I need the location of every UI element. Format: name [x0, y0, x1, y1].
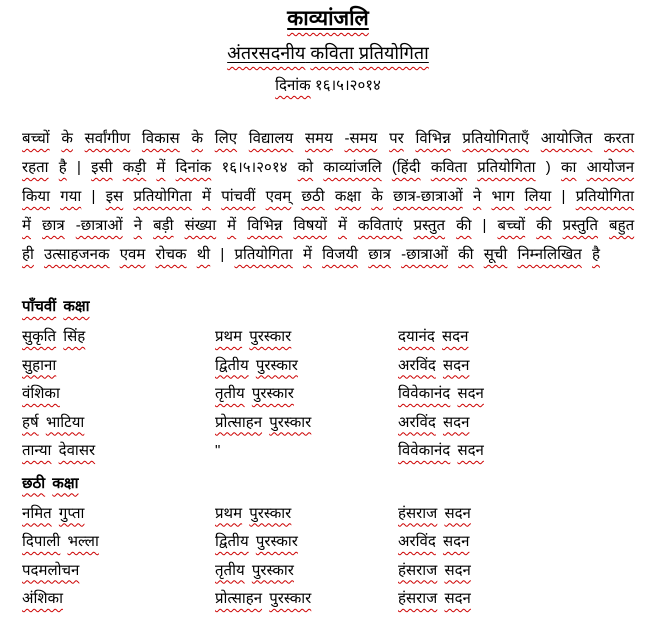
winner-name: वंशिका — [22, 385, 60, 402]
intro-paragraph: बच्चों के सर्वांगीण विकास के लिए विद्यालय समय -समय पर विभिन्न प्रतियोगिताएँ आयोजित करता रहता है | इसी कड़ी में दिनांक १६।५।२०१४ को काव्यांजलि (हिंदी कविता प्रतियोगिता ) का आयोजन किया गया | इस प्रतियोगिता में पांचवीं एवम् छठी कक्षा के छात्र-छात्राओं ने भाग लिया | प्रतियोगिता में छात्र -छात्राओं ने बड़ी संख्या में विभिन्न विषयों में कविताएं प्रस्तुत की | बच्चों की प्रस्तुति बहुत ही उत्साहजनक एवम रोचक थी | प्रतियोगिता में विजयी छात्र -छात्राओं की सूची निम्नलिखित है — [22, 130, 635, 263]
winner-name: हर्ष भाटिया — [22, 413, 85, 431]
winner-row — [22, 500, 634, 529]
house-label: हंसराज सदन — [398, 504, 471, 522]
winner-name: सुकृति सिंह — [22, 328, 86, 345]
winner-row — [22, 557, 634, 586]
winner-name: नमित गुप्ता — [22, 504, 85, 522]
section-class-6 — [22, 470, 634, 614]
document-header — [22, 6, 634, 98]
section-class-5 — [22, 293, 634, 466]
section-heading-class-6: छठी कक्षा — [22, 474, 79, 492]
section-heading-class-5: पाँचवीं कक्षा — [22, 298, 90, 315]
house-label: हंसराज सदन — [398, 590, 471, 607]
winner-row — [22, 437, 634, 466]
prize-label: तृतीय पुरस्कार — [215, 561, 294, 579]
prize-label: प्रथम पुरस्कार — [215, 328, 292, 345]
house-label: विवेकानंद सदन — [398, 385, 484, 402]
document-title: काव्यांजलि — [287, 7, 369, 30]
document-date: दिनांक १६।५।२०१४ — [275, 77, 381, 94]
prize-label: प्रोत्साहन पुरस्कार — [215, 413, 312, 431]
winner-row — [22, 528, 634, 557]
winner-row — [22, 585, 634, 614]
winner-name: सुहाना — [22, 356, 57, 374]
house-label: विवेकानंद सदन — [398, 442, 484, 459]
winner-name: पदमलोचन — [22, 561, 80, 579]
winner-row — [22, 323, 634, 352]
winner-row — [22, 409, 634, 438]
house-label: अरविंद सदन — [398, 533, 470, 550]
winner-row — [22, 352, 634, 381]
prize-label: प्रथम पुरस्कार — [215, 504, 292, 522]
winner-row — [22, 380, 634, 409]
house-label: दयानंद सदन — [398, 328, 469, 345]
prize-label: तृतीय पुरस्कार — [215, 385, 294, 402]
winner-name: तान्या देवासर — [22, 442, 96, 459]
house-label: अरविंद सदन — [398, 356, 470, 374]
prize-label: द्वितीय पुरस्कार — [215, 533, 298, 550]
house-label: हंसराज सदन — [398, 561, 471, 579]
prize-label: प्रोत्साहन पुरस्कार — [215, 590, 312, 607]
house-label: अरविंद सदन — [398, 413, 470, 431]
ditto-mark: " — [215, 442, 221, 459]
document-subtitle: अंतरसदनीय कविता प्रतियोगिता — [227, 43, 429, 63]
winner-name: दिपाली भल्ला — [22, 533, 99, 550]
prize-label: द्वितीय पुरस्कार — [215, 356, 298, 374]
winner-name: अंशिका — [22, 590, 63, 607]
